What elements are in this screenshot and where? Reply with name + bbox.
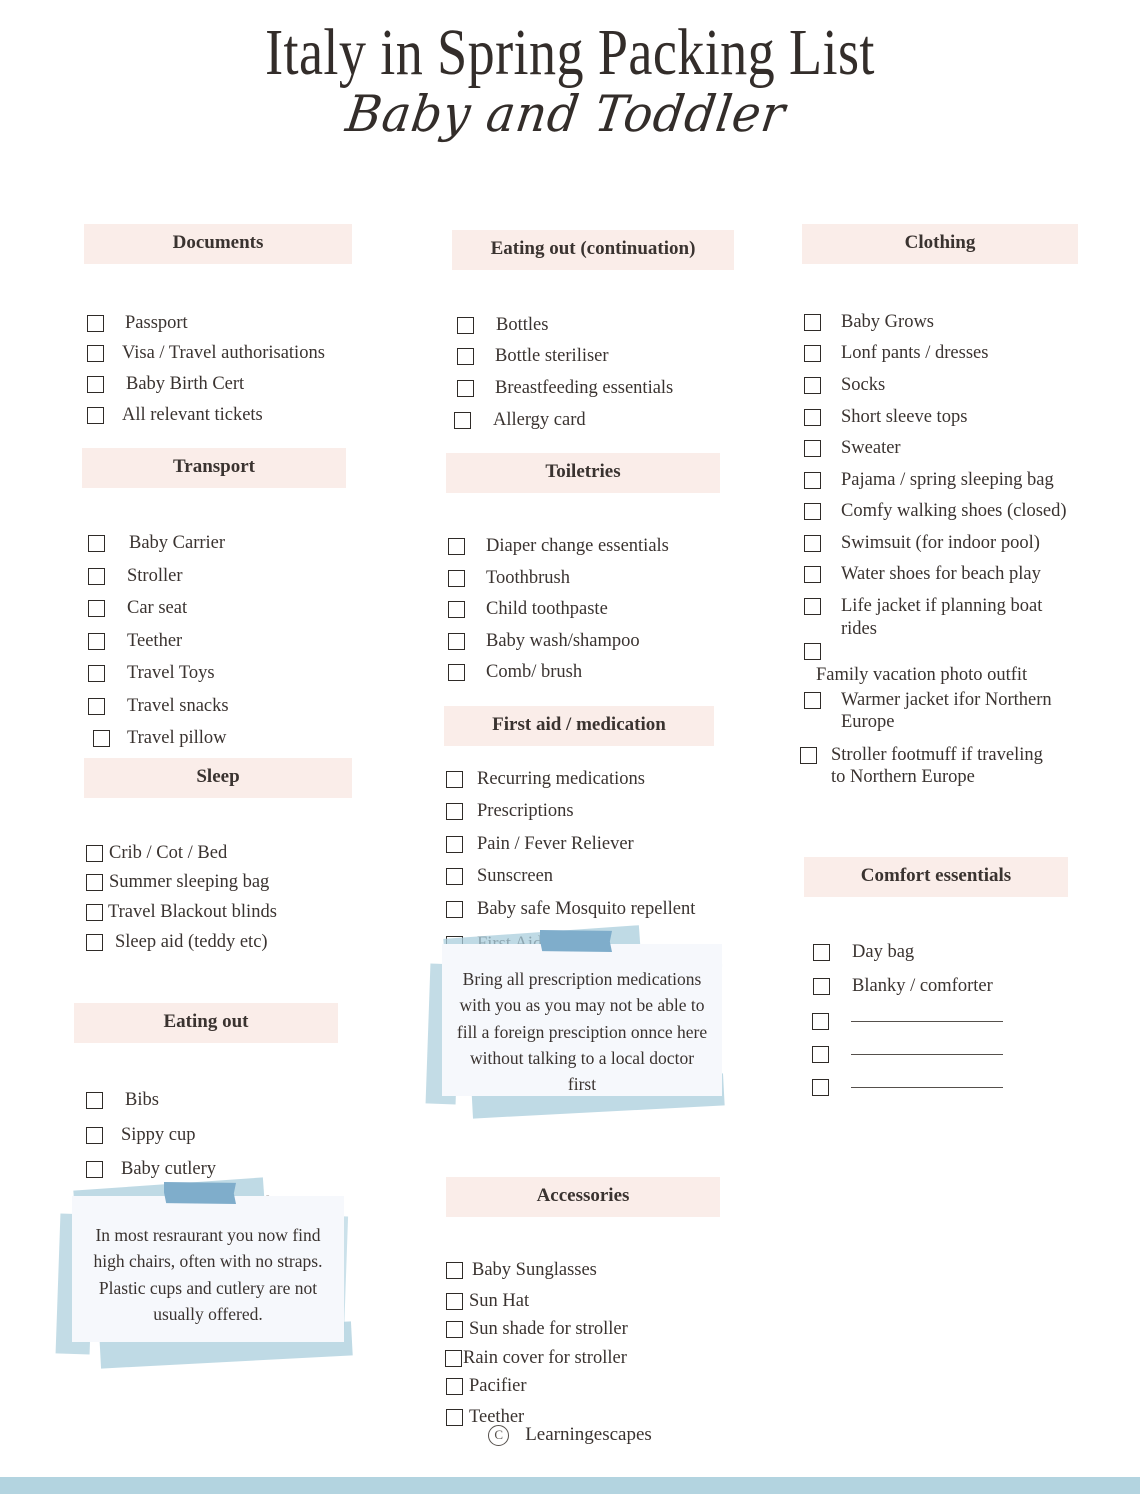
list-item-label: Water shoes for beach play — [841, 564, 1041, 585]
checkbox-icon[interactable] — [93, 730, 110, 747]
list-item[interactable] — [430, 865, 740, 888]
list-item-label: Sleep aid (teddy etc) — [115, 931, 268, 952]
list-item[interactable] — [430, 314, 740, 337]
write-in-line[interactable] — [851, 1076, 1003, 1088]
section-list-eating-out-continuation — [430, 314, 740, 431]
checkbox-icon[interactable] — [446, 803, 463, 820]
list-item-label: Bottles — [496, 314, 549, 335]
checkbox-icon[interactable] — [804, 643, 821, 660]
checkbox-icon[interactable] — [88, 600, 105, 617]
note-card-prescriptions — [428, 920, 728, 1110]
checkbox-icon[interactable] — [446, 1378, 463, 1395]
list-item-label: Blanky / comforter — [852, 976, 993, 997]
checkbox-icon[interactable] — [446, 836, 463, 853]
list-item-label: Travel snacks — [127, 695, 229, 716]
list-item-label: Life jacket if planning boat rides — [841, 595, 1043, 639]
list-item[interactable] — [790, 975, 1090, 998]
list-item[interactable] — [70, 597, 380, 620]
copyright-icon: C — [488, 1425, 509, 1446]
list-item-label: Bottle steriliser — [495, 346, 609, 367]
list-item[interactable] — [790, 744, 1090, 789]
checkbox-icon[interactable] — [448, 538, 465, 555]
list-item-label: Teether — [127, 630, 183, 651]
bottom-accent-bar — [0, 1477, 1140, 1494]
checkbox-icon[interactable] — [804, 314, 821, 331]
checkbox-icon[interactable] — [804, 472, 821, 489]
checkbox-icon[interactable] — [445, 1350, 462, 1367]
list-item[interactable] — [790, 406, 1090, 429]
checkbox-icon[interactable] — [446, 1262, 463, 1279]
checkbox-icon[interactable] — [446, 771, 463, 788]
checkbox-icon[interactable] — [88, 535, 105, 552]
checkbox-icon[interactable] — [87, 345, 104, 362]
list-item-label: Child toothpaste — [486, 599, 608, 620]
checkbox-icon[interactable] — [804, 598, 821, 615]
list-item[interactable] — [430, 1318, 740, 1341]
checkbox-icon[interactable] — [804, 566, 821, 583]
checkbox-icon[interactable] — [87, 407, 104, 424]
checkbox-icon[interactable] — [448, 570, 465, 587]
checkbox-icon[interactable] — [804, 692, 821, 709]
section-list-comfort-essentials — [790, 941, 1090, 1096]
checkbox-icon[interactable] — [446, 868, 463, 885]
column-middle — [430, 224, 740, 1432]
section-header-documents: Documents — [84, 224, 352, 264]
list-item-label: Travel Toys — [127, 663, 215, 684]
note-card-high-chairs — [58, 1170, 358, 1360]
note-card-body: In most resraurant you now find high chairs, often with no straps. Plastic cups and cutlery are not usually offered. — [72, 1196, 344, 1342]
checkbox-icon[interactable] — [446, 901, 463, 918]
checkbox-icon[interactable] — [88, 633, 105, 650]
checkbox-icon[interactable] — [804, 440, 821, 457]
list-item[interactable] — [430, 800, 740, 823]
list-item-label: Baby safe Mosquito repellent — [477, 898, 696, 919]
section-list-transport — [70, 532, 380, 750]
list-item-label: Baby Sunglasses — [472, 1260, 597, 1280]
list-item[interactable] — [430, 377, 740, 400]
checkbox-icon[interactable] — [804, 503, 821, 520]
list-item[interactable] — [790, 941, 1090, 964]
note-card-body: Bring all prescription medications with you as you may not be able to fill a foreign presciption onnce here without talking to a local doctor first — [442, 944, 722, 1096]
section-header-comfort-essentials: Comfort essentials — [804, 857, 1068, 897]
checkbox-icon[interactable] — [86, 934, 103, 951]
list-item[interactable] — [790, 342, 1090, 365]
list-item[interactable] — [790, 469, 1090, 492]
list-item-label: Baby Birth Cert — [126, 374, 245, 395]
checkbox-icon[interactable] — [448, 601, 465, 618]
list-item-label: Baby Carrier — [129, 533, 226, 554]
list-item-blank[interactable] — [790, 1043, 1090, 1063]
list-item[interactable] — [430, 768, 740, 791]
checkbox-icon[interactable] — [448, 664, 465, 681]
list-item[interactable] — [430, 1259, 740, 1282]
list-item[interactable] — [430, 1347, 740, 1370]
section-list-clothing — [790, 311, 1090, 789]
checkbox-icon[interactable] — [88, 665, 105, 682]
section-list-accessories — [430, 1259, 740, 1428]
list-item[interactable] — [70, 565, 380, 588]
list-item[interactable] — [70, 532, 380, 555]
checkbox-icon[interactable] — [804, 409, 821, 426]
checkbox-icon[interactable] — [87, 315, 104, 332]
checkbox-icon[interactable] — [813, 944, 830, 961]
list-item-label: Sun shade for stroller — [469, 1319, 628, 1340]
section-header-transport: Transport — [82, 448, 346, 488]
list-item[interactable] — [70, 630, 380, 653]
list-item-label: Short sleeve tops — [841, 406, 968, 427]
list-item-label: Socks — [841, 375, 886, 396]
list-item[interactable] — [70, 1089, 380, 1112]
list-item-label: Comb/ brush — [486, 662, 583, 683]
list-item-label: Day bag — [852, 941, 915, 962]
list-item-label: Sun Hat — [469, 1290, 530, 1311]
list-item-label: Diaper change essentials — [486, 536, 669, 557]
checkbox-icon[interactable] — [88, 698, 105, 715]
section-header-accessories: Accessories — [446, 1177, 720, 1217]
washi-tape-icon — [164, 1182, 236, 1204]
list-item-label: Recurring medications — [477, 768, 645, 789]
checkbox-icon[interactable] — [457, 380, 474, 397]
checkbox-icon[interactable] — [86, 1092, 103, 1109]
checkbox-icon[interactable] — [86, 845, 103, 862]
list-item-label: Travel Blackout blinds — [108, 901, 277, 922]
write-in-line[interactable] — [851, 1043, 1003, 1055]
section-list-toiletries — [430, 535, 740, 684]
list-item[interactable] — [790, 563, 1090, 586]
checkbox-icon[interactable] — [812, 1013, 829, 1030]
list-item-label: Passport — [125, 312, 188, 333]
footer-brand: Learningescapes — [525, 1424, 652, 1445]
list-item[interactable] — [70, 871, 380, 894]
list-item[interactable] — [430, 630, 740, 653]
list-item-label: Sunscreen — [477, 866, 554, 887]
list-item[interactable] — [70, 1124, 380, 1147]
checkbox-icon[interactable] — [804, 377, 821, 394]
list-item-label: Car seat — [127, 598, 188, 619]
list-item-label: Teether — [469, 1406, 525, 1427]
list-item[interactable] — [70, 342, 380, 365]
checkbox-icon[interactable] — [800, 747, 817, 764]
list-item[interactable] — [790, 500, 1090, 523]
checkbox-icon[interactable] — [448, 633, 465, 650]
list-item[interactable] — [70, 727, 380, 750]
section-header-sleep: Sleep — [84, 758, 352, 798]
list-item-blank[interactable] — [790, 1010, 1090, 1030]
list-item-label: Baby Grows — [841, 311, 935, 332]
list-item-label: Visa / Travel authorisations — [122, 343, 325, 364]
section-header-toiletries: Toiletries — [446, 453, 720, 493]
checkbox-icon[interactable] — [457, 348, 474, 365]
list-item[interactable] — [430, 345, 740, 368]
checkbox-icon[interactable] — [86, 874, 103, 891]
checkbox-icon[interactable] — [813, 978, 830, 995]
list-item[interactable] — [70, 695, 380, 718]
list-item-label: Breastfeeding essentials — [495, 378, 674, 399]
list-item[interactable] — [790, 311, 1090, 334]
list-item[interactable] — [790, 374, 1090, 397]
list-item-label: Crib / Cot / Bed — [109, 842, 228, 863]
write-in-line[interactable] — [851, 1010, 1003, 1022]
list-item-label: Baby wash/shampoo — [486, 630, 640, 651]
section-list-documents — [70, 312, 380, 426]
list-item[interactable] — [70, 404, 380, 427]
list-item-label: Stroller — [127, 565, 183, 586]
list-item-label: Travel pillow — [127, 728, 227, 749]
checkbox-icon[interactable] — [86, 904, 103, 921]
section-header-eating-out-continuation: Eating out (continuation) — [452, 230, 734, 270]
list-item[interactable] — [430, 833, 740, 856]
list-item[interactable] — [430, 535, 740, 558]
list-item-label: All relevant tickets — [122, 404, 263, 425]
list-item[interactable] — [430, 1290, 740, 1313]
washi-tape-icon — [540, 930, 612, 952]
list-item[interactable] — [70, 662, 380, 685]
list-item-label: Prescriptions — [477, 801, 574, 822]
list-item[interactable] — [430, 598, 740, 621]
list-item[interactable] — [430, 661, 740, 684]
page-subtitle: Baby and Toddler — [342, 85, 790, 144]
section-header-clothing: Clothing — [802, 224, 1078, 264]
checkbox-icon[interactable] — [804, 345, 821, 362]
list-item-label: Stroller footmuff if traveling to Northern Europe — [831, 744, 1043, 788]
column-left — [70, 224, 380, 1227]
list-item[interactable] — [70, 312, 380, 335]
checkbox-icon[interactable] — [87, 376, 104, 393]
list-item-label: Pain / Fever Reliever — [477, 833, 634, 854]
checkbox-icon[interactable] — [804, 535, 821, 552]
list-item-label: Toothbrush — [486, 567, 571, 588]
list-item-label: Summer sleeping bag — [109, 872, 270, 893]
list-item[interactable] — [70, 931, 380, 954]
checkbox-icon[interactable] — [812, 1079, 829, 1096]
list-item[interactable] — [430, 898, 740, 921]
list-item-label: Swimsuit (for indoor pool) — [841, 532, 1040, 553]
list-item-label: Comfy walking shoes (closed) — [841, 501, 1067, 522]
checkbox-icon[interactable] — [446, 1321, 463, 1338]
list-item[interactable] — [790, 437, 1090, 460]
list-item-label: Baby cutlery — [121, 1159, 217, 1180]
list-item[interactable] — [430, 409, 740, 432]
column-right — [790, 224, 1090, 1100]
list-item[interactable] — [70, 901, 380, 924]
list-item[interactable] — [790, 643, 1090, 687]
page-title: Italy in Spring Packing List — [265, 16, 875, 89]
section-list-sleep — [70, 842, 380, 953]
list-item-blank[interactable] — [790, 1076, 1090, 1096]
checkbox-icon[interactable] — [457, 317, 474, 334]
list-item-label: Family vacation photo outfit — [816, 665, 1028, 686]
list-item[interactable] — [790, 532, 1090, 555]
footer — [0, 1424, 1140, 1446]
list-item-label: Pajama / spring sleeping bag — [841, 469, 1054, 490]
list-item[interactable] — [790, 689, 1090, 734]
list-item-label: Sweater — [841, 438, 901, 459]
checkbox-icon[interactable] — [88, 568, 105, 585]
list-item[interactable] — [430, 1375, 740, 1398]
list-item-label: Sippy cup — [121, 1124, 196, 1145]
checkbox-icon[interactable] — [86, 1127, 103, 1144]
section-header-first-aid: First aid / medication — [444, 706, 714, 746]
list-item-label: Allergy card — [493, 409, 586, 430]
list-item-label: Warmer jacket ifor Northern Europe — [841, 689, 1052, 733]
list-item-label: Pacifier — [469, 1376, 527, 1397]
list-item-label: Rain cover for stroller — [463, 1347, 627, 1368]
checkbox-icon[interactable] — [446, 1293, 463, 1310]
list-item-label: Bibs — [125, 1090, 159, 1110]
list-item[interactable] — [70, 842, 380, 865]
checkbox-icon[interactable] — [454, 412, 471, 429]
list-item[interactable] — [70, 373, 380, 396]
section-header-eating-out: Eating out — [74, 1003, 338, 1043]
list-item-label: Lonf pants / dresses — [841, 343, 989, 364]
list-item[interactable] — [430, 567, 740, 590]
checkbox-icon[interactable] — [812, 1046, 829, 1063]
list-item[interactable] — [790, 595, 1090, 640]
